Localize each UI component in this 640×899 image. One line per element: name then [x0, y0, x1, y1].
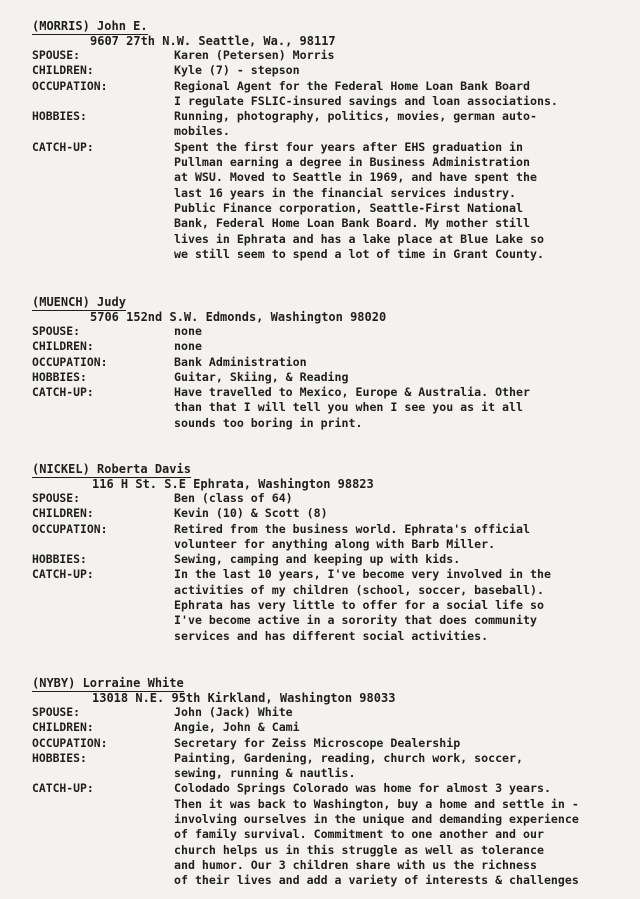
value-line: I regulate FSLIC-insured savings and loan associations.: [174, 93, 558, 108]
value-line: of family survival. Commitment to one another and our: [174, 827, 544, 842]
value-line: Karen (Petersen) Morris: [174, 48, 335, 62]
value-line: Pullman earning a degree in Business Administration: [174, 155, 530, 170]
field-spouse: [0, 705, 640, 720]
field-spouse: [0, 48, 640, 63]
field-occupation: [0, 522, 640, 553]
field-hobbies: [0, 552, 640, 567]
field-catch-up: [0, 781, 640, 888]
field-occupation: [0, 736, 640, 751]
field-children: [0, 339, 640, 354]
value-line: Running, photography, politics, movies, german auto-: [174, 109, 537, 124]
value-line: Ben (class of 64): [174, 491, 293, 505]
field-catch-up: [0, 567, 640, 643]
field-label: SPOUSE:: [32, 324, 81, 338]
entry-name: (NYBY) Lorraine White: [32, 676, 184, 690]
value-line: lives in Ephrata and has a lake place at Blue Lake so: [174, 231, 544, 246]
value-line: we still seem to spend a lot of time in Grant County.: [174, 246, 544, 261]
field-label: CHILDREN:: [32, 720, 94, 735]
value-line: Regional Agent for the Federal Home Loan Bank Board: [174, 78, 530, 93]
field-children: [0, 506, 640, 521]
entry-address: 13018 N.E. 95th Kirkland, Washington 98033: [92, 691, 396, 705]
field-spouse: [0, 491, 640, 506]
value-line: Retired from the business world. Ephrata's official: [174, 521, 530, 536]
value-line: mobiles.: [174, 124, 230, 139]
field-value: [174, 552, 624, 567]
entry-nickel: [0, 461, 640, 644]
value-line: I've become active in a sorority that does community: [174, 613, 537, 628]
value-line: Ephrata has very little to offer for a social life so: [174, 598, 544, 613]
field-label: CHILDREN:: [32, 63, 94, 78]
value-line: none: [174, 339, 202, 354]
field-label: SPOUSE:: [32, 491, 81, 505]
field-value: [174, 48, 624, 63]
entry-address: 9607 27th N.W. Seattle, Wa., 98117: [90, 34, 336, 48]
field-hobbies: [0, 109, 640, 140]
field-label: HOBBIES:: [32, 109, 87, 124]
field-occupation: [0, 355, 640, 370]
value-line: In the last 10 years, I've become very involved in the: [174, 567, 551, 582]
field-value: [174, 705, 624, 720]
value-line: Spent the first four years after EHS graduation in: [174, 139, 524, 154]
value-line: none: [174, 324, 202, 338]
field-value: [174, 491, 624, 506]
entry-muench: [0, 294, 640, 431]
field-value: [174, 370, 624, 385]
value-line: involving ourselves in the unique and demanding experience: [174, 812, 579, 827]
value-line: Kyle (7) - stepson: [174, 63, 300, 78]
value-line: Bank, Federal Home Loan Bank Board. My mother still: [174, 216, 530, 231]
value-line: Colodado Springs Colorado was home for almost 3 years.: [174, 781, 551, 796]
value-line: Sewing, camping and keeping up with kids.: [174, 552, 461, 567]
value-line: Then it was back to Washington, buy a home and settle in -: [174, 796, 579, 811]
field-label: OCCUPATION:: [32, 354, 108, 369]
field-label: OCCUPATION:: [32, 78, 108, 93]
field-value: [174, 506, 624, 521]
entry-name: (MUENCH) Judy: [32, 295, 126, 309]
field-label: SPOUSE:: [32, 48, 81, 62]
field-children: [0, 720, 640, 735]
value-line: sewing, running & nautlis.: [174, 766, 356, 781]
field-label: CATCH-UP:: [32, 139, 94, 154]
value-line: sounds too boring in print.: [174, 415, 363, 430]
field-label: OCCUPATION:: [32, 735, 108, 750]
value-line: church helps us in this struggle as well as tolerance: [174, 842, 544, 857]
value-line: Kevin (10) & Scott (8): [174, 506, 328, 521]
field-value: [174, 140, 624, 262]
value-line: Secretary for Zeiss Microscope Dealership: [174, 735, 461, 750]
field-label: HOBBIES:: [32, 750, 87, 765]
value-line: of their lives and add a variety of interests & challenges: [174, 873, 579, 888]
entry-name: (NICKEL) Roberta Davis: [32, 462, 191, 476]
value-line: Painting, Gardening, reading, church work, soccer,: [174, 750, 524, 765]
entry-address: 116 H St. S.E Ephrata, Washington 98823: [92, 477, 374, 491]
field-value: [174, 355, 624, 370]
field-label: HOBBIES:: [32, 552, 87, 567]
value-line: Guitar, Skiing, & Reading: [174, 369, 349, 384]
field-label: HOBBIES:: [32, 369, 87, 384]
field-label: CATCH-UP:: [32, 567, 94, 582]
field-value: [174, 324, 624, 339]
field-label: CHILDREN:: [32, 506, 94, 521]
value-line: John (Jack) White: [174, 705, 293, 719]
field-spouse: [0, 324, 640, 339]
field-value: [174, 720, 624, 735]
value-line: activities of my children (school, soccer, baseball).: [174, 582, 544, 597]
field-value: [174, 736, 624, 751]
field-label: CATCH-UP:: [32, 385, 94, 400]
entry-morris: [0, 18, 640, 262]
value-line: services and has different social activities.: [174, 628, 489, 643]
field-value: [174, 385, 624, 431]
field-catch-up: [0, 385, 640, 431]
value-line: Angie, John & Cami: [174, 720, 300, 735]
value-line: last 16 years in the financial services industry.: [174, 185, 517, 200]
field-occupation: [0, 79, 640, 110]
entry-address: 5706 152nd S.W. Edmonds, Washington 98020: [90, 310, 387, 324]
field-value: [174, 781, 624, 888]
field-catch-up: [0, 140, 640, 262]
field-label: CATCH-UP:: [32, 781, 94, 796]
value-line: than that I will tell you when I see you as it all: [174, 400, 524, 415]
field-hobbies: [0, 751, 640, 782]
field-value: [174, 63, 624, 78]
value-line: volunteer for anything along with Barb Miller.: [174, 536, 496, 551]
field-label: OCCUPATION:: [32, 521, 108, 536]
entry-nyby: [0, 675, 640, 889]
field-label: CHILDREN:: [32, 339, 94, 354]
field-hobbies: [0, 370, 640, 385]
value-line: Have travelled to Mexico, Europe & Australia. Other: [174, 385, 530, 400]
field-children: [0, 63, 640, 78]
value-line: Bank Administration: [174, 354, 307, 369]
entry-name: (MORRIS) John E.: [32, 19, 148, 33]
field-value: [174, 109, 624, 140]
field-value: [174, 522, 624, 553]
field-label: SPOUSE:: [32, 705, 81, 719]
value-line: and humor. Our 3 children share with us the richness: [174, 857, 537, 872]
field-value: [174, 79, 624, 110]
value-line: Public Finance corporation, Seattle-First National: [174, 200, 524, 215]
field-value: [174, 567, 624, 643]
field-value: [174, 339, 624, 354]
field-value: [174, 751, 624, 782]
value-line: at WSU. Moved to Seattle in 1969, and have spent the: [174, 170, 537, 185]
